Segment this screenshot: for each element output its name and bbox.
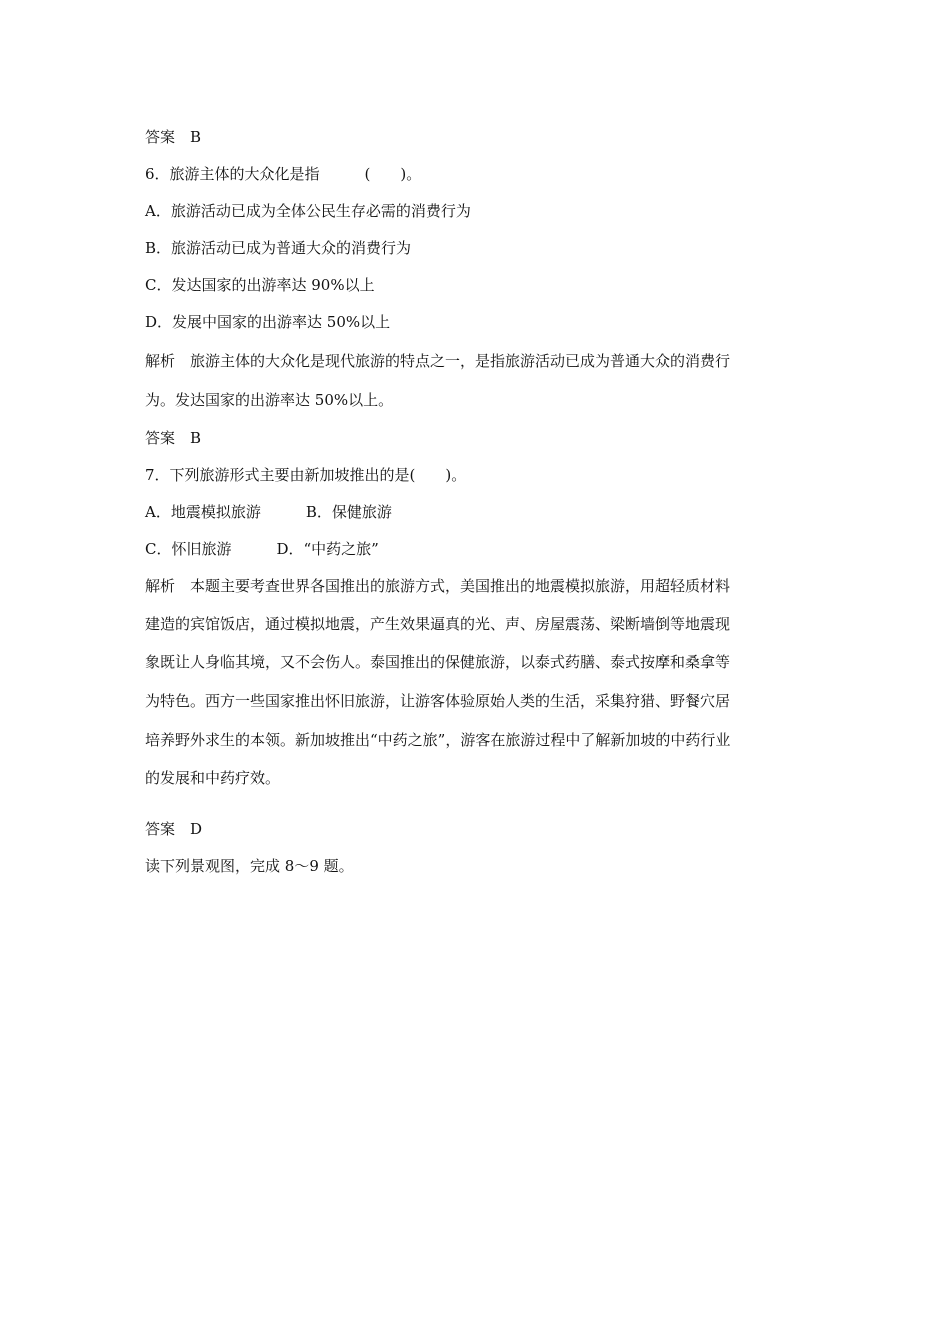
question-6-analysis-line: 为。发达国家的出游率达 50%以上。 (145, 391, 394, 409)
question-6-option-b: B．旅游活动已成为普通大众的消费行为 (145, 239, 412, 257)
question-7-analysis-line: 建造的宾馆饭店，通过模拟地震，产生效果逼真的光、声、房屋震荡、梁断墙倒等地震现 (145, 615, 731, 633)
answer-line: 答案 B (145, 128, 202, 146)
question-7-analysis-line: 为特色。西方一些国家推出怀旧旅游，让游客体验原始人类的生活，采集狩猎、野餐穴居 (145, 692, 731, 710)
question-6-option-c: C．发达国家的出游率达 90%以上 (145, 276, 375, 294)
question-6-option-d: D．发展中国家的出游率达 50%以上 (145, 313, 391, 331)
answer-line: 答案 D (145, 820, 203, 838)
question-6-stem: 6．旅游主体的大众化是指 ( )。 (145, 165, 422, 183)
question-7-options-row: A．地震模拟旅游 B．保健旅游 (145, 503, 392, 521)
question-7-analysis-line: 的发展和中药疗效。 (145, 769, 281, 787)
question-6-option-a: A．旅游活动已成为全体公民生存必需的消费行为 (145, 202, 471, 220)
question-7-analysis-line: 解析 本题主要考查世界各国推出的旅游方式，美国推出的地震模拟旅游，用超轻质材料 (145, 577, 731, 595)
question-6-analysis-line: 解析 旅游主体的大众化是现代旅游的特点之一，是指旅游活动已成为普通大众的消费行 (145, 352, 731, 370)
question-7-analysis-line: 培养野外求生的本领。新加坡推出“中药之旅”，游客在旅游过程中了解新加坡的中药行业 (145, 731, 731, 749)
answer-line: 答案 B (145, 429, 202, 447)
question-7-options-row: C．怀旧旅游 D．“中药之旅” (145, 540, 379, 558)
instruction-line: 读下列景观图，完成 8～9 题。 (145, 857, 354, 875)
question-7-stem: 7．下列旅游形式主要由新加坡推出的是( )。 (145, 466, 467, 484)
question-7-analysis-line: 象既让人身临其境，又不会伤人。泰国推出的保健旅游，以泰式药膳、泰式按摩和桑拿等 (145, 653, 731, 671)
